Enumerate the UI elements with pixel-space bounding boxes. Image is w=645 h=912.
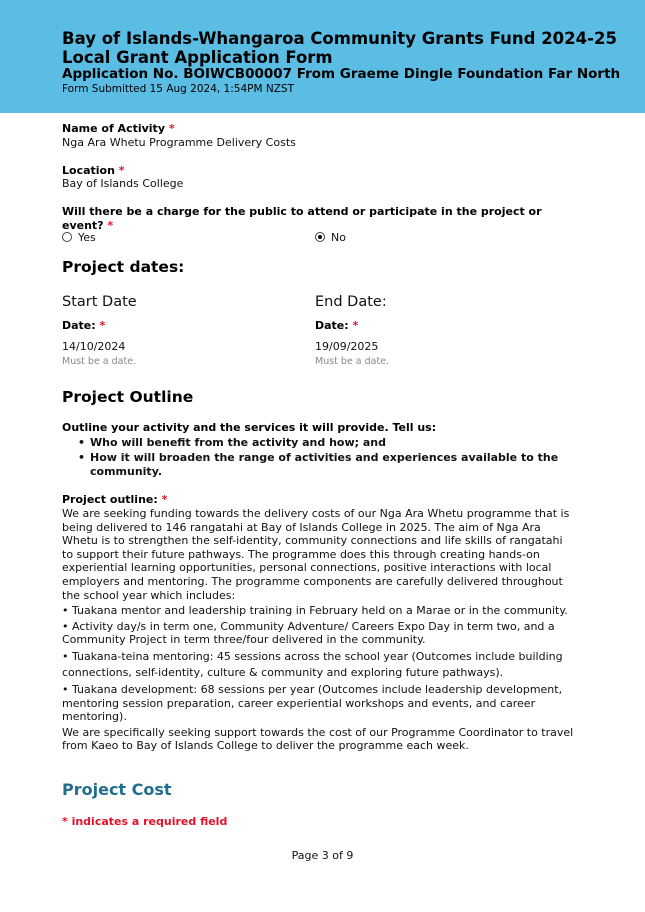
- outline-text: [62, 507, 577, 755]
- outline-intro: Outline your activity and the services it will provide. Tell us:: [62, 421, 437, 434]
- end-date-heading: End Date:: [315, 294, 387, 310]
- outline-paragraph: • Activity day/s in term one, Community Adventure/ Careers Expo Day in term two, and a Community Project in term three/four delivered in the community.: [62, 619, 555, 647]
- activity-label: Name of Activity *: [62, 122, 175, 135]
- option-label: No: [331, 231, 346, 244]
- project-dates-heading: Project dates:: [62, 258, 185, 276]
- charge-question-line1: Will there be a charge for the public to attend or participate in the project or: [62, 205, 542, 218]
- form-title-line2: Local Grant Application Form: [62, 48, 333, 67]
- list-item: • Who will benefit from the activity and how; and: [78, 436, 578, 450]
- outline-paragraph: We are seeking funding towards the delivery costs of our Nga Ara Whetu programme that is being delivered to 146 rangatahi at Bay of Islands College in 2025. The aim of Nga Ara Whetu is to strengthen the self-identity, community connections and life skills of rangatahi to support their future pathways. The programme does this through creating hands-on experiential learning opportunities, personal connections, positive interactions with local employers and mentoring. The programme components are carefully delivered throughout the school year which includes:: [62, 507, 570, 602]
- form-title-line1: Bay of Islands-Whangaroa Community Grants Fund 2024-25: [62, 29, 617, 48]
- required-mark: *: [99, 319, 106, 332]
- required-mark: *: [107, 218, 114, 232]
- outline-paragraph: • Tuakana mentor and leadership training in February held on a Marae or in the community.: [62, 604, 568, 618]
- form-title: [62, 29, 617, 67]
- end-date-label: Date: *: [315, 319, 359, 332]
- charge-option-yes[interactable]: [62, 231, 96, 244]
- option-label: Yes: [78, 231, 96, 244]
- required-mark: *: [161, 493, 168, 506]
- submitted-date: Form Submitted 15 Aug 2024, 1:54PM NZST: [62, 83, 294, 95]
- start-date-heading: Start Date: [62, 294, 137, 310]
- outline-paragraph: We are specifically seeking support towards the cost of our Programme Coordinator to travel from Kaeo to Bay of Islands College to deliver the programme each week.: [62, 725, 574, 753]
- outline-paragraph: • Tuakana development: 68 sessions per year (Outcomes include leadership development, mentoring session preparation, career experiential workshops and events, and career mentoring).: [62, 682, 563, 724]
- outline-label: Project outline: *: [62, 493, 168, 506]
- charge-question: [62, 205, 542, 232]
- list-item: • How it will broaden the range of activities and experiences available to the community.: [78, 451, 578, 479]
- outline-paragraph: • Tuakana-teina mentoring: 45 sessions across the school year (Outcomes include building connections, self-identity, culture & community and exploring future pathways).: [62, 649, 563, 679]
- required-mark: *: [168, 122, 175, 135]
- activity-value: Nga Ara Whetu Programme Delivery Costs: [62, 136, 296, 149]
- charge-question-line2: event? *: [62, 218, 114, 232]
- charge-option-no[interactable]: [315, 231, 346, 244]
- outline-bullets: [78, 436, 578, 480]
- end-date-value: 19/09/2025: [315, 340, 379, 353]
- project-outline-heading: Project Outline: [62, 388, 194, 406]
- required-field-note: * indicates a required field: [62, 815, 228, 828]
- start-date-label: Date: *: [62, 319, 106, 332]
- radio-selected-icon: [315, 232, 325, 242]
- required-mark: *: [352, 319, 359, 332]
- required-mark: *: [118, 164, 125, 177]
- location-value: Bay of Islands College: [62, 177, 184, 190]
- radio-unselected-icon: [62, 232, 72, 242]
- location-label: Location *: [62, 164, 125, 177]
- page-number: Page 3 of 9: [291, 849, 354, 862]
- project-cost-heading: Project Cost: [62, 780, 172, 799]
- end-date-hint: Must be a date.: [315, 356, 390, 367]
- form-header: [0, 0, 645, 113]
- start-date-value: 14/10/2024: [62, 340, 126, 353]
- start-date-hint: Must be a date.: [62, 356, 137, 367]
- application-number: Application No. BOIWCB00007 From Graeme Dingle Foundation Far North: [62, 66, 621, 82]
